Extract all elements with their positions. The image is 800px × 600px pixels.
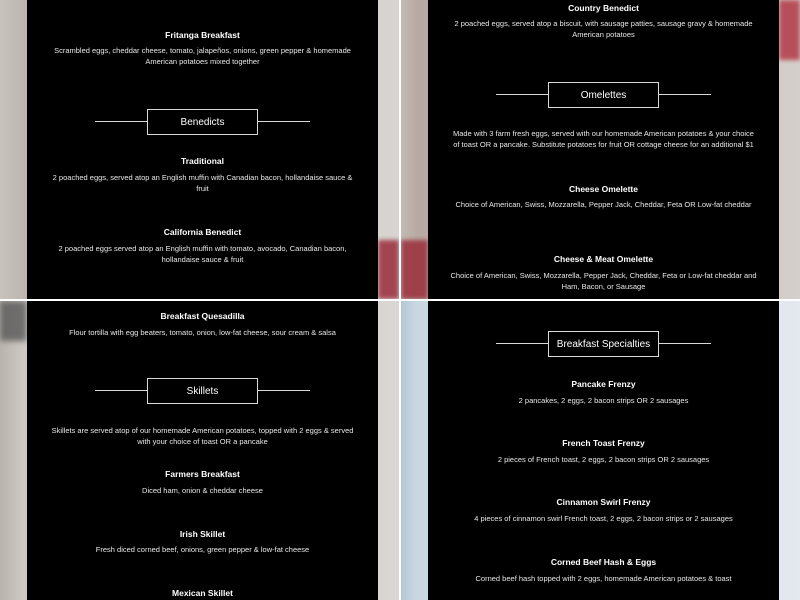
menu-item-desc: 2 poached eggs, served atop a biscuit, with sausage patties, sausage gravy & homemade American potatoes bbox=[454, 19, 753, 39]
menu-item-desc: Scrambled eggs, cheddar cheese, tomato, jalapeños, onions, green pepper & homemade American potatoes mixed together bbox=[54, 46, 351, 66]
panel-top-right bbox=[401, 0, 800, 299]
menu-item-desc: Diced ham, onion & cheddar cheese bbox=[142, 486, 263, 495]
menu-panel bbox=[428, 301, 779, 600]
menu-panel bbox=[27, 301, 378, 600]
background-blur bbox=[779, 0, 800, 60]
menu-item-title: French Toast Frenzy bbox=[562, 438, 645, 448]
menu-item-desc: Flour tortilla with egg beaters, tomato, onion, low-fat cheese, sour cream & salsa bbox=[69, 328, 336, 337]
panel-bottom-right bbox=[401, 301, 800, 600]
menu-item-desc: Choice of American, Swiss, Mozzarella, Pepper Jack, Cheddar, Feta or Low-fat cheddar and Ham, Bacon, or Sausage bbox=[450, 271, 757, 291]
section-title: Skillets bbox=[147, 378, 258, 404]
menu-item-title: Breakfast Quesadilla bbox=[160, 311, 245, 321]
menu-item-desc: 2 poached eggs, served atop an English muffin with Canadian bacon, hollandaise sauce & fruit bbox=[52, 173, 353, 193]
section-intro: Made with 3 farm fresh eggs, served with our homemade American potatoes & your choice of toast OR a pancake. Substitute potatoes for fruit OR cottage cheese for an additional $1 bbox=[453, 129, 754, 149]
background-blur bbox=[401, 240, 428, 299]
background-blur bbox=[378, 240, 399, 299]
menu-item-desc: 2 pieces of French toast, 2 eggs, 2 bacon strips OR 2 sausages bbox=[497, 455, 710, 464]
menu-item-desc: Choice of American, Swiss, Mozzarella, Pepper Jack, Cheddar, Feta OR Low-fat cheddar bbox=[455, 200, 752, 209]
menu-item-desc: 4 pieces of cinnamon swirl French toast, 2 eggs, 2 bacon strips or 2 sausages bbox=[474, 514, 733, 523]
menu-item-title: Farmers Breakfast bbox=[165, 469, 240, 479]
menu-item-title: Cinnamon Swirl Frenzy bbox=[556, 497, 651, 507]
menu-item-desc: 2 pancakes, 2 eggs, 2 bacon strips OR 2 sausages bbox=[518, 396, 689, 405]
section-header-breakfast-specialties bbox=[428, 331, 779, 357]
section-title: Benedicts bbox=[147, 109, 258, 135]
menu-item-title: California Benedict bbox=[163, 227, 242, 237]
section-intro: Skillets are served atop of our homemade American potatoes, topped with 2 eggs & served with your choice of toast OR a pancake bbox=[51, 426, 354, 446]
menu-item-desc: Corned beef hash topped with 2 eggs, homemade American potatoes & toast bbox=[475, 574, 732, 583]
section-header-benedicts bbox=[27, 109, 378, 135]
divider-line bbox=[659, 343, 711, 344]
menu-item-desc: Fresh diced corned beef, onions, green pepper & low-fat cheese bbox=[95, 545, 310, 554]
section-title: Breakfast Specialties bbox=[548, 331, 659, 357]
menu-item-title: Mexican Skillet bbox=[172, 588, 233, 598]
panel-top-left bbox=[0, 0, 399, 299]
menu-item-title: Irish Skillet bbox=[179, 529, 226, 539]
menu-item-title: Cheese Omelette bbox=[569, 184, 638, 194]
section-title: Omelettes bbox=[548, 82, 659, 108]
divider-line bbox=[258, 121, 310, 122]
divider-line bbox=[496, 343, 548, 344]
section-header-skillets bbox=[27, 378, 378, 404]
divider-line bbox=[258, 390, 310, 391]
menu-item-title: Corned Beef Hash & Eggs bbox=[550, 557, 657, 567]
menu-item-title: Traditional bbox=[181, 156, 224, 166]
panel-bottom-left bbox=[0, 301, 399, 600]
menu-item-desc: 2 poached eggs served atop an English muffin with tomato, avocado, Canadian bacon, hollandaise sauce & fruit bbox=[58, 244, 347, 264]
divider-line bbox=[659, 94, 711, 95]
menu-item-title: Cheese & Meat Omelette bbox=[553, 254, 654, 264]
menu-item-title: Fritanga Breakfast bbox=[165, 30, 240, 40]
menu-panel bbox=[428, 0, 779, 299]
divider-line bbox=[95, 390, 147, 391]
menu-panel bbox=[27, 0, 378, 299]
divider-line bbox=[95, 121, 147, 122]
section-header-omelettes bbox=[428, 82, 779, 108]
menu-item-title: Country Benedict bbox=[568, 3, 639, 13]
divider-line bbox=[496, 94, 548, 95]
background-blur bbox=[0, 301, 27, 341]
menu-item-title: Pancake Frenzy bbox=[571, 379, 636, 389]
